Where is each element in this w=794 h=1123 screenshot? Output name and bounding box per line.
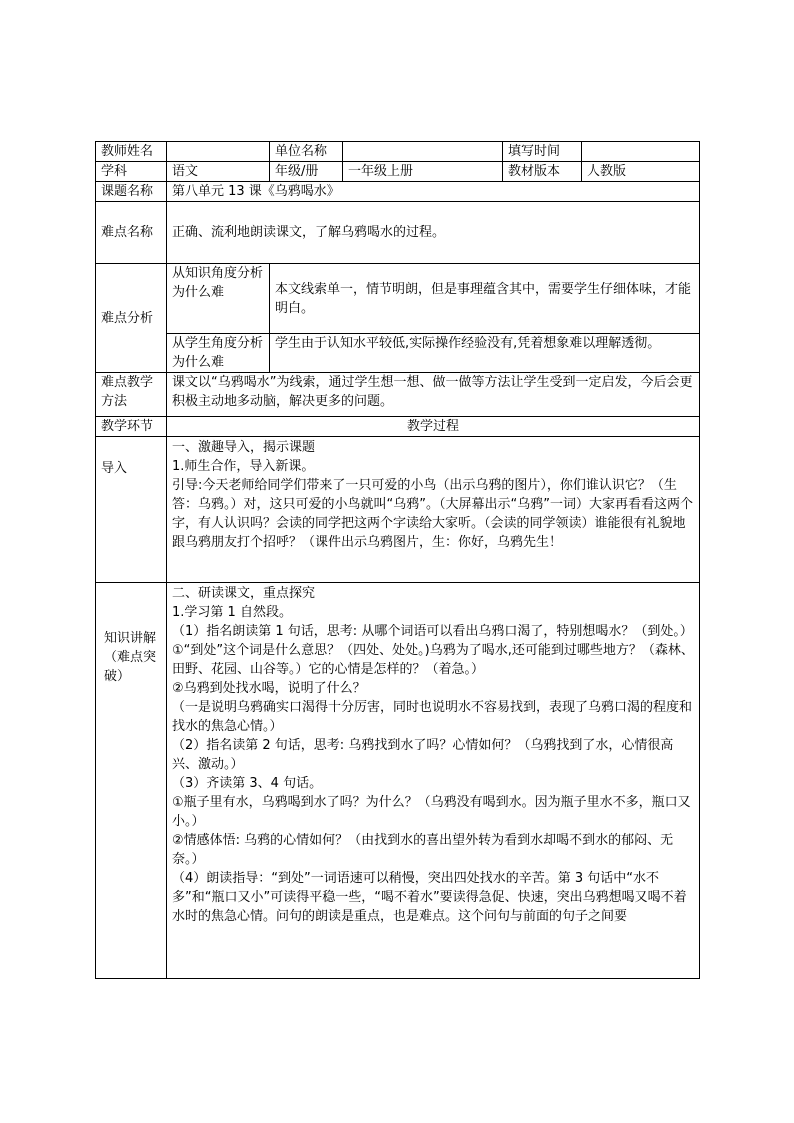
intro-line: 一、激趣导入，揭示课题	[172, 440, 316, 455]
lesson-plan-page	[95, 141, 699, 979]
knowledge-line: （一是说明乌鸦确实口渴得十分厉害，同时也说明水不容易找到，表现了乌鸦口渴的程度和找水的焦急心情。）	[172, 700, 693, 734]
lesson-row	[96, 182, 700, 202]
teaching-stage-label: 教学环节	[96, 417, 167, 437]
method-row	[96, 373, 700, 417]
unit-name-label: 单位名称	[270, 142, 343, 162]
teacher-name-value	[167, 142, 270, 162]
knowledge-line: ①瓶子里有水，乌鸦喝到水了吗？为什么？（乌鸦没有喝到水。因为瓶子里水不多，瓶口又小。）	[172, 795, 691, 829]
student-angle-label: 从学生角度分析为什么难	[167, 334, 270, 373]
knowledge-line: ②乌鸦到处找水喝，说明了什么？	[172, 681, 366, 696]
knowledge-line: ①“到处”这个词是什么意思？（四处、处处。)乌鸦为了喝水,还可能到过哪些地方？（森林、田野、花园、山谷等。）它的心情是怎样的？（着急。）	[172, 643, 694, 677]
analysis-knowledge-row	[96, 264, 700, 334]
fill-date-label: 填写时间	[503, 142, 582, 162]
subject-label: 学科	[96, 162, 167, 182]
difficulty-row	[96, 202, 700, 264]
knowledge-angle-value: 本文线索单一，情节明朗，但是事理蕴含其中，需要学生仔细体味，才能明白。	[270, 264, 700, 334]
knowledge-line: 1.学习第 1 自然段。	[172, 605, 292, 620]
lesson-title-value: 第八单元 13 课《乌鸦喝水》	[167, 182, 700, 202]
subject-value: 语文	[167, 162, 270, 182]
intro-content	[167, 437, 700, 583]
intro-line: 1.师生合作，导入新课。	[172, 459, 315, 474]
header-row	[96, 142, 700, 162]
lesson-plan-table	[95, 141, 700, 979]
difficulty-name-value: 正确、流利地朗读课文，了解乌鸦喝水的过程。	[167, 202, 700, 264]
analysis-student-row	[96, 334, 700, 373]
grade-label: 年级/册	[270, 162, 343, 182]
edition-value: 人教版	[582, 162, 700, 182]
teaching-method-label: 难点教学方法	[96, 373, 167, 417]
difficulty-analysis-label: 难点分析	[96, 264, 167, 373]
knowledge-row	[96, 583, 700, 979]
intro-row	[96, 437, 700, 583]
subject-row	[96, 162, 700, 182]
knowledge-line: ②情感体悟: 乌鸦的心情如何？（由找到水的喜出望外转为看到水却喝不到水的郁闷、无奈。）	[172, 833, 674, 867]
teacher-name-label: 教师姓名	[96, 142, 167, 162]
process-header-row	[96, 417, 700, 437]
teaching-method-value: 课文以“乌鸦喝水”为线索，通过学生想一想、做一做等方法让学生受到一定启发，今后会更积极主动地多动脑，解决更多的问题。	[167, 373, 700, 417]
intro-label: 导入	[96, 437, 167, 583]
knowledge-line: （1）指名朗读第 1 句话，思考: 从哪个词语可以看出乌鸦口渴了，特别想喝水？（到处。）	[172, 624, 693, 639]
knowledge-angle-label: 从知识角度分析为什么难	[167, 264, 270, 334]
student-angle-value: 学生由于认知水平较低,实际操作经验没有,凭着想象难以理解透彻。	[270, 334, 700, 373]
teaching-process-label: 教学过程	[167, 417, 700, 437]
knowledge-line: （2）指名读第 2 句话，思考: 乌鸦找到水了吗？心情如何？（乌鸦找到了水，心情很高兴、激动。）	[172, 738, 674, 772]
difficulty-name-label: 难点名称	[96, 202, 167, 264]
intro-line: 引导:今天老师给同学们带来了一只可爱的小鸟（出示乌鸦的图片），你们谁认识它？（生答：乌鸦。）对，这只可爱的小鸟就叫“乌鸦”。（大屏幕出示“乌鸦”一词）大家再看看这两个字，有人认识吗？会读的同学把这两个字读给大家听。（会读的同学领读）谁能很有礼貌地跟乌鸦朋友打个招呼？（课件出示乌鸦图片，生：你好，乌鸦先生！	[172, 478, 693, 550]
fill-date-value	[582, 142, 700, 162]
knowledge-label: 知识讲解（难点突破）	[96, 583, 167, 979]
grade-value: 一年级上册	[343, 162, 503, 182]
knowledge-line: （3）齐读第 3、4 句话。	[172, 776, 323, 791]
knowledge-content	[167, 583, 700, 979]
edition-label: 教材版本	[503, 162, 582, 182]
knowledge-line: （4）朗读指导：“到处”一词语速可以稍慢，突出四处找水的辛苦。第 3 句话中“水不多”和“瓶口又小”可读得平稳一些，“喝不着水”要读得急促、快速，突出乌鸦想喝又喝不着水时的焦急心情。问句的朗读是重点，也是难点。这个问句与前面的句子之间要	[172, 871, 687, 924]
lesson-title-label: 课题名称	[96, 182, 167, 202]
unit-name-value	[343, 142, 503, 162]
knowledge-line: 二、研读课文，重点探究	[172, 586, 316, 601]
